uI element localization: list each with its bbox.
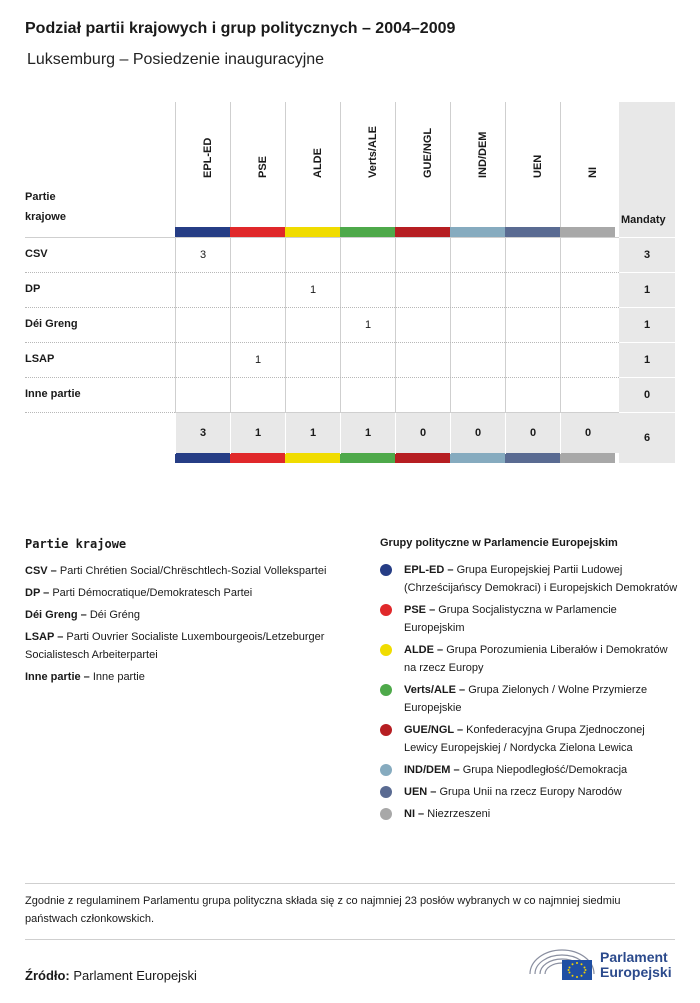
- party-name: DP: [25, 283, 41, 295]
- group-name-label: ALDE: [312, 148, 324, 178]
- party-total-cell: 0: [619, 377, 675, 412]
- group-legend-item: [380, 681, 680, 717]
- group-legend-item: [380, 783, 680, 801]
- seat-cell: [560, 238, 615, 273]
- group-legend-item: [380, 561, 680, 597]
- group-color-bar: [395, 453, 450, 463]
- seat-cell: [285, 238, 340, 273]
- group-column-header: [230, 102, 285, 227]
- source-line: Źródło: Parlament Europejski: [25, 968, 197, 983]
- mandates-header: Mandaty: [621, 214, 666, 226]
- seat-cell: [340, 238, 395, 273]
- group-column-header: [450, 102, 505, 227]
- seat-cell: [395, 378, 450, 413]
- group-abbr: IND/DEM –: [404, 764, 460, 776]
- group-abbr: Verts/ALE –: [404, 684, 466, 696]
- group-color-bar: [505, 453, 560, 463]
- seat-cell: [450, 238, 505, 273]
- seat-cell: [560, 343, 615, 378]
- seat-cell: [175, 343, 230, 378]
- group-legend-item: [380, 721, 680, 757]
- group-color-dot-icon: [380, 786, 392, 798]
- table-row: [25, 272, 619, 307]
- group-abbr: GUE/NGL –: [404, 724, 464, 736]
- seat-cell: [450, 273, 505, 308]
- group-abbr: PSE –: [404, 604, 436, 616]
- party-abbr: LSAP –: [25, 631, 64, 643]
- seat-cell: [505, 273, 560, 308]
- table-row: [25, 342, 619, 377]
- party-full-name: Déi Gréng: [89, 609, 140, 621]
- party-full-name: Parti Ouvrier Socialiste Luxembourgeois/Letzeburger Socialistesch Arbeiterpartei: [25, 631, 325, 661]
- seat-cell: [505, 238, 560, 273]
- seat-cell: 3: [175, 238, 230, 273]
- group-legend-item: [380, 601, 680, 637]
- group-color-bar: [175, 453, 230, 463]
- table-row: [25, 237, 619, 272]
- seat-cell: [505, 308, 560, 343]
- seat-cell: [505, 378, 560, 413]
- group-name-label: UEN: [532, 154, 544, 178]
- group-color-dot-icon: [380, 644, 392, 656]
- group-color-dot-icon: [380, 724, 392, 736]
- group-color-bar: [230, 453, 285, 463]
- seat-cell: [230, 308, 285, 343]
- seat-cell: [340, 273, 395, 308]
- group-color-bar: [340, 227, 395, 237]
- national-legend-heading: Partie krajowe: [25, 537, 127, 551]
- seat-cell: [340, 378, 395, 413]
- seat-cell: [560, 308, 615, 343]
- group-column-header: [175, 102, 230, 227]
- group-total-cell: 3: [175, 413, 230, 454]
- seat-cell: [560, 378, 615, 413]
- parliament-logo: [528, 944, 678, 984]
- group-color-bar: [175, 227, 230, 237]
- group-legend-item: [380, 641, 680, 677]
- party-total-cell: 3: [619, 237, 675, 272]
- seat-cell: [285, 308, 340, 343]
- group-color-bar: [395, 227, 450, 237]
- party-abbr: CSV –: [25, 565, 57, 577]
- group-full-name: Niezrzeszeni: [427, 808, 491, 820]
- seat-cell: 1: [230, 343, 285, 378]
- seat-cell: [395, 273, 450, 308]
- parties-header: Partie krajowe: [25, 191, 66, 223]
- group-total-cell: 0: [505, 413, 560, 454]
- group-name-label: GUE/NGL: [422, 127, 434, 178]
- seat-cell: [285, 378, 340, 413]
- group-abbr: ALDE –: [404, 644, 444, 656]
- rules-note: Zgodnie z regulaminem Parlamentu grupa polityczna składa się z co najmniej 23 posłów wybranych w co najmniej siedmiu państwach członkowskich.: [25, 883, 675, 940]
- party-total-cell: 1: [619, 307, 675, 342]
- party-total-cell: 1: [619, 342, 675, 377]
- group-name-label: EPL-ED: [202, 137, 214, 178]
- group-color-dot-icon: [380, 604, 392, 616]
- party-abbr: DP –: [25, 587, 50, 599]
- political-groups-legend: [380, 537, 680, 827]
- group-full-name: Grupa Socjalistyczna w Parlamencie Europejskim: [404, 604, 617, 634]
- seat-cell: [175, 308, 230, 343]
- group-color-bar: [340, 453, 395, 463]
- seat-cell: [285, 343, 340, 378]
- group-name-label: PSE: [257, 155, 269, 178]
- group-name-label: IND/DEM: [477, 131, 489, 178]
- group-column-header: [340, 102, 395, 227]
- group-total-cell: 1: [285, 413, 340, 454]
- table-row: [25, 307, 619, 342]
- group-color-bar: [230, 227, 285, 237]
- group-total-cell: 1: [230, 413, 285, 454]
- party-name: CSV: [25, 248, 48, 260]
- national-parties-legend: [25, 537, 355, 690]
- group-total-cell: 0: [450, 413, 505, 454]
- seat-cell: [450, 308, 505, 343]
- group-legend-item: [380, 805, 680, 823]
- group-color-dot-icon: [380, 684, 392, 696]
- group-full-name: Grupa Europejskiej Partii Ludowej (Chrześcijańscy Demokraci) i Europejskich Demokratów: [404, 564, 678, 594]
- seat-cell: [175, 378, 230, 413]
- party-name: Déi Greng: [25, 318, 78, 330]
- national-legend-item: [25, 628, 355, 664]
- seat-cell: [340, 343, 395, 378]
- group-abbr: EPL-ED –: [404, 564, 454, 576]
- group-color-bar: [285, 453, 340, 463]
- logo-text: Parlament Europejski: [600, 949, 672, 980]
- group-total-cell: 1: [340, 413, 395, 454]
- group-color-bar: [505, 227, 560, 237]
- seat-cell: [505, 343, 560, 378]
- party-abbr: Inne partie –: [25, 671, 90, 683]
- party-full-name: Parti Chrétien Social/Chrëschtlech-Sozial Vollekspartei: [59, 565, 327, 577]
- group-color-bar: [450, 227, 505, 237]
- seat-cell: [395, 308, 450, 343]
- page-title: Podział partii krajowych i grup politycznych – 2004–2009: [25, 20, 456, 37]
- group-color-dot-icon: [380, 764, 392, 776]
- table-row: [25, 377, 619, 412]
- group-column-header: [395, 102, 450, 227]
- party-name: LSAP: [25, 353, 55, 365]
- group-total-cell: 0: [395, 413, 450, 454]
- group-column-header: [560, 102, 615, 227]
- group-color-bar: [560, 453, 615, 463]
- seat-cell: [230, 238, 285, 273]
- group-full-name: Grupa Unii na rzecz Europy Narodów: [439, 786, 622, 798]
- seat-cell: [230, 378, 285, 413]
- group-column-header: [505, 102, 560, 227]
- seat-cell: [230, 273, 285, 308]
- group-name-label: NI: [587, 167, 599, 178]
- party-name: Inne partie: [25, 388, 81, 400]
- party-abbr: Déi Greng –: [25, 609, 87, 621]
- group-abbr: UEN –: [404, 786, 437, 798]
- party-full-name: Inne partie: [92, 671, 145, 683]
- page-subtitle: Luksemburg – Posiedzenie inauguracyjne: [27, 51, 325, 68]
- national-legend-item: [25, 606, 355, 624]
- seat-cell: [450, 378, 505, 413]
- national-legend-item: [25, 584, 355, 602]
- group-full-name: Grupa Porozumienia Liberałów i Demokratów na rzecz Europy: [404, 644, 668, 674]
- group-legend-item: [380, 761, 680, 779]
- group-color-dot-icon: [380, 564, 392, 576]
- seat-cell: [560, 273, 615, 308]
- group-total-cell: 0: [560, 413, 615, 454]
- national-legend-item: [25, 562, 355, 580]
- group-name-label: Verts/ALE: [367, 126, 379, 178]
- party-total-cell: 1: [619, 272, 675, 307]
- grand-total-cell: 6: [619, 412, 675, 463]
- group-full-name: Grupa Zielonych / Wolne Przymierze Europejskie: [404, 684, 648, 714]
- group-color-bar: [450, 453, 505, 463]
- seat-cell: 1: [340, 308, 395, 343]
- seat-distribution-table: [25, 102, 675, 463]
- seat-cell: [450, 343, 505, 378]
- group-totals-row: [175, 412, 619, 453]
- group-color-bar: [560, 227, 615, 237]
- group-color-dot-icon: [380, 808, 392, 820]
- group-color-bar: [285, 227, 340, 237]
- seat-cell: [395, 343, 450, 378]
- seat-cell: 1: [285, 273, 340, 308]
- hemicycle-flag-icon: [528, 944, 598, 984]
- seat-cell: [175, 273, 230, 308]
- group-full-name: Grupa Niepodległość/Demokracja: [462, 764, 628, 776]
- national-legend-item: [25, 668, 355, 686]
- group-column-header: [285, 102, 340, 227]
- seat-cell: [395, 238, 450, 273]
- group-full-name: Konfederacyjna Grupa Zjednoczonej Lewicy Europejskiej / Nordycka Zielona Lewica: [404, 724, 645, 754]
- group-abbr: NI –: [404, 808, 425, 820]
- party-full-name: Parti Démocratique/Demokratesch Partei: [52, 587, 253, 599]
- groups-legend-heading: Grupy polityczne w Parlamencie Europejskim: [380, 537, 618, 549]
